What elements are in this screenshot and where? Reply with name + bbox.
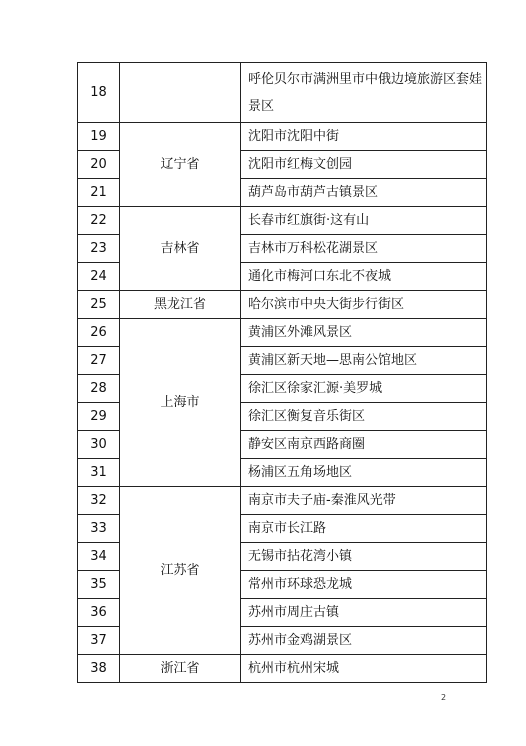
scenic-area-name-cell: 吉林市万科松花湖景区: [241, 235, 487, 263]
row-number-cell: 29: [78, 403, 120, 431]
scenic-area-name-cell: 沈阳市沈阳中街: [241, 123, 487, 151]
table-row: [78, 655, 487, 683]
table-row: [78, 487, 487, 515]
scenic-area-name-cell: 徐汇区衡复音乐街区: [241, 403, 487, 431]
page-number: 2: [441, 693, 447, 702]
row-number-cell: 28: [78, 375, 120, 403]
scenic-area-name-cell: 徐汇区徐家汇源·美罗城: [241, 375, 487, 403]
scenic-area-name-cell: 葫芦岛市葫芦古镇景区: [241, 179, 487, 207]
scenic-area-name-cell: 黄浦区新天地—思南公馆地区: [241, 347, 487, 375]
scenic-area-name-cell: 呼伦贝尔市满洲里市中俄边境旅游区套娃景区: [241, 63, 487, 123]
row-number-cell: 20: [78, 151, 120, 179]
table-row: [78, 123, 487, 151]
row-number-cell: 26: [78, 319, 120, 347]
row-number-cell: 36: [78, 599, 120, 627]
row-number-cell: 32: [78, 487, 120, 515]
province-cell: [120, 63, 241, 123]
row-number-cell: 22: [78, 207, 120, 235]
province-cell: 上海市: [120, 319, 241, 487]
scenic-area-name-cell: 静安区南京西路商圈: [241, 431, 487, 459]
row-number-cell: 30: [78, 431, 120, 459]
table-row: [78, 63, 487, 123]
scenic-area-name-cell: 通化市梅河口东北不夜城: [241, 263, 487, 291]
row-number-cell: 25: [78, 291, 120, 319]
row-number-cell: 23: [78, 235, 120, 263]
province-cell: 江苏省: [120, 487, 241, 655]
row-number-cell: 35: [78, 571, 120, 599]
row-number-cell: 24: [78, 263, 120, 291]
scenic-area-name-cell: 沈阳市红梅文创园: [241, 151, 487, 179]
table-row: [78, 207, 487, 235]
scenic-area-name-cell: 苏州市金鸡湖景区: [241, 627, 487, 655]
scenic-area-name-cell: 苏州市周庄古镇: [241, 599, 487, 627]
row-number-cell: 19: [78, 123, 120, 151]
row-number-cell: 33: [78, 515, 120, 543]
scenic-area-name-cell: 杨浦区五角场地区: [241, 459, 487, 487]
scenic-area-name-cell: 无锡市拈花湾小镇: [241, 543, 487, 571]
row-number-cell: 38: [78, 655, 120, 683]
scenic-area-name-cell: 哈尔滨市中央大街步行街区: [241, 291, 487, 319]
row-number-cell: 27: [78, 347, 120, 375]
scenic-area-name-cell: 南京市长江路: [241, 515, 487, 543]
scenic-area-table: [77, 62, 487, 683]
row-number-cell: 34: [78, 543, 120, 571]
scenic-area-name-cell: 杭州市杭州宋城: [241, 655, 487, 683]
scenic-area-name-cell: 南京市夫子庙-秦淮风光带: [241, 487, 487, 515]
province-cell: 辽宁省: [120, 123, 241, 207]
row-number-cell: 37: [78, 627, 120, 655]
scenic-area-name-cell: 黄浦区外滩风景区: [241, 319, 487, 347]
row-number-cell: 21: [78, 179, 120, 207]
table-row: [78, 291, 487, 319]
row-number-cell: 31: [78, 459, 120, 487]
table-body: [78, 63, 487, 683]
row-number-cell: 18: [78, 63, 120, 123]
scenic-area-name-cell: 长春市红旗街·这有山: [241, 207, 487, 235]
table-row: [78, 319, 487, 347]
province-cell: 吉林省: [120, 207, 241, 291]
province-cell: 黑龙江省: [120, 291, 241, 319]
province-cell: 浙江省: [120, 655, 241, 683]
scenic-area-name-cell: 常州市环球恐龙城: [241, 571, 487, 599]
